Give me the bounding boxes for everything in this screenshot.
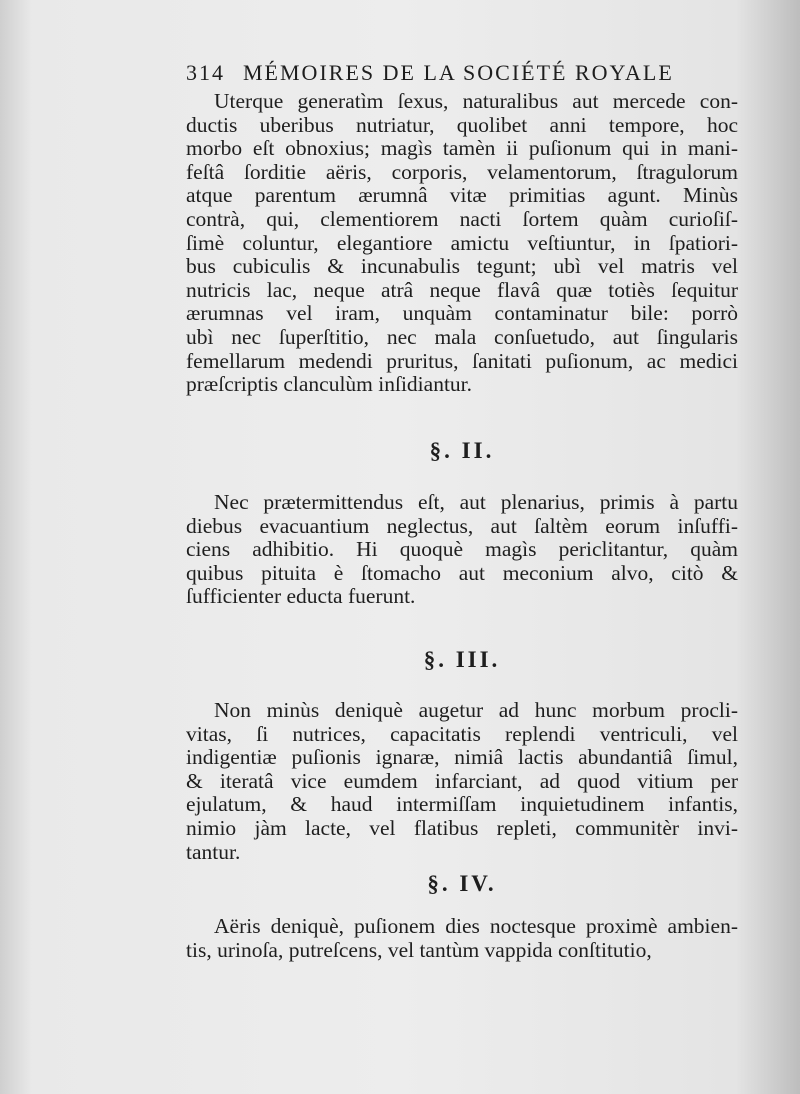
text-line: ærumnas vel iram, unquàm contaminatur bile: porrò xyxy=(186,301,738,326)
text-line: ciens adhibitio. Hi quoquè magìs periclitantur, quàm xyxy=(186,537,738,562)
section-heading-4: §. IV. xyxy=(427,871,497,896)
text-line: contrà, qui, clementiorem nacti ſortem quàm curioſiſ- xyxy=(186,206,738,231)
page-number: 314 xyxy=(186,60,225,85)
text-line: tantur. xyxy=(186,839,241,864)
text-line: Nec prætermittendus eſt, aut plenarius, primis à partu xyxy=(214,490,738,514)
paragraph-2 xyxy=(186,491,738,609)
text-line: vitas, ſi nutrices, capacitatis replendi ventriculi, vel xyxy=(186,721,738,746)
text-line: præſcriptis clanculùm inſidiantur. xyxy=(186,372,473,397)
paragraph-1 xyxy=(186,90,738,397)
text-line: indigentiæ puſionis ignaræ, nimiâ lactis abundantiâ ſimul, xyxy=(186,745,738,770)
text-line: femellarum medendi pruritus, ſanitati puſionum, ac medici xyxy=(186,348,738,373)
text-line: feſtâ ſorditie aëris, corporis, velamentorum, ſtragulorum xyxy=(186,159,738,184)
running-title: MÉMOIRES DE LA SOCIÉTÉ ROYALE xyxy=(243,60,674,85)
paragraph-4 xyxy=(186,915,738,962)
text-line: nutricis lac, neque atrâ neque flavâ quæ totiès ſequitur xyxy=(186,277,738,302)
text-line: quibus pituita è ſtomacho aut meconium alvo, citò & xyxy=(186,560,738,585)
text-line: ejulatum, & haud intermiſſam inquietudinem infantis, xyxy=(186,792,738,817)
text-line: Non minùs deniquè augetur ad hunc morbum procli- xyxy=(214,698,738,722)
text-line: ductis uberibus nutriatur, quolibet anni tempore, hoc xyxy=(186,112,738,137)
text-line: diebus evacuantium neglectus, aut ſaltèm eorum inſuffi- xyxy=(186,513,738,538)
text-line: ubì nec ſuperſtitio, nec mala conſuetudo, aut ſingularis xyxy=(186,324,738,349)
text-line: nimio jàm lacte, vel flatibus repleti, communitèr invi- xyxy=(186,815,738,840)
paragraph-3 xyxy=(186,699,738,864)
section-heading-2: §. II. xyxy=(429,438,495,463)
text-line: ſimè coluntur, elegantiore amictu veſtiuntur, in ſpatiori- xyxy=(186,230,738,255)
text-line: & iteratâ vice eumdem infarciant, ad quod vitium per xyxy=(186,768,738,793)
text-line: Uterque generatìm ſexus, naturalibus aut mercede con- xyxy=(214,89,738,113)
text-line: atque parentum ærumnâ vitæ primitias agunt. Minùs xyxy=(186,183,738,208)
text-line: morbo eſt obnoxius; magìs tamèn ii puſionum qui in mani- xyxy=(186,136,738,161)
text-line: Aëris deniquè, puſionem dies noctesque proximè ambien- xyxy=(214,914,738,938)
section-heading-3: §. III. xyxy=(423,647,501,672)
text-line: bus cubiculis & incunabulis tegunt; ubì vel matris vel xyxy=(186,254,738,279)
text-line: ſufficienter educta fuerunt. xyxy=(186,584,416,609)
text-line: tis, urinoſa, putreſcens, vel tantùm vappida conſtitutio, xyxy=(186,937,652,962)
